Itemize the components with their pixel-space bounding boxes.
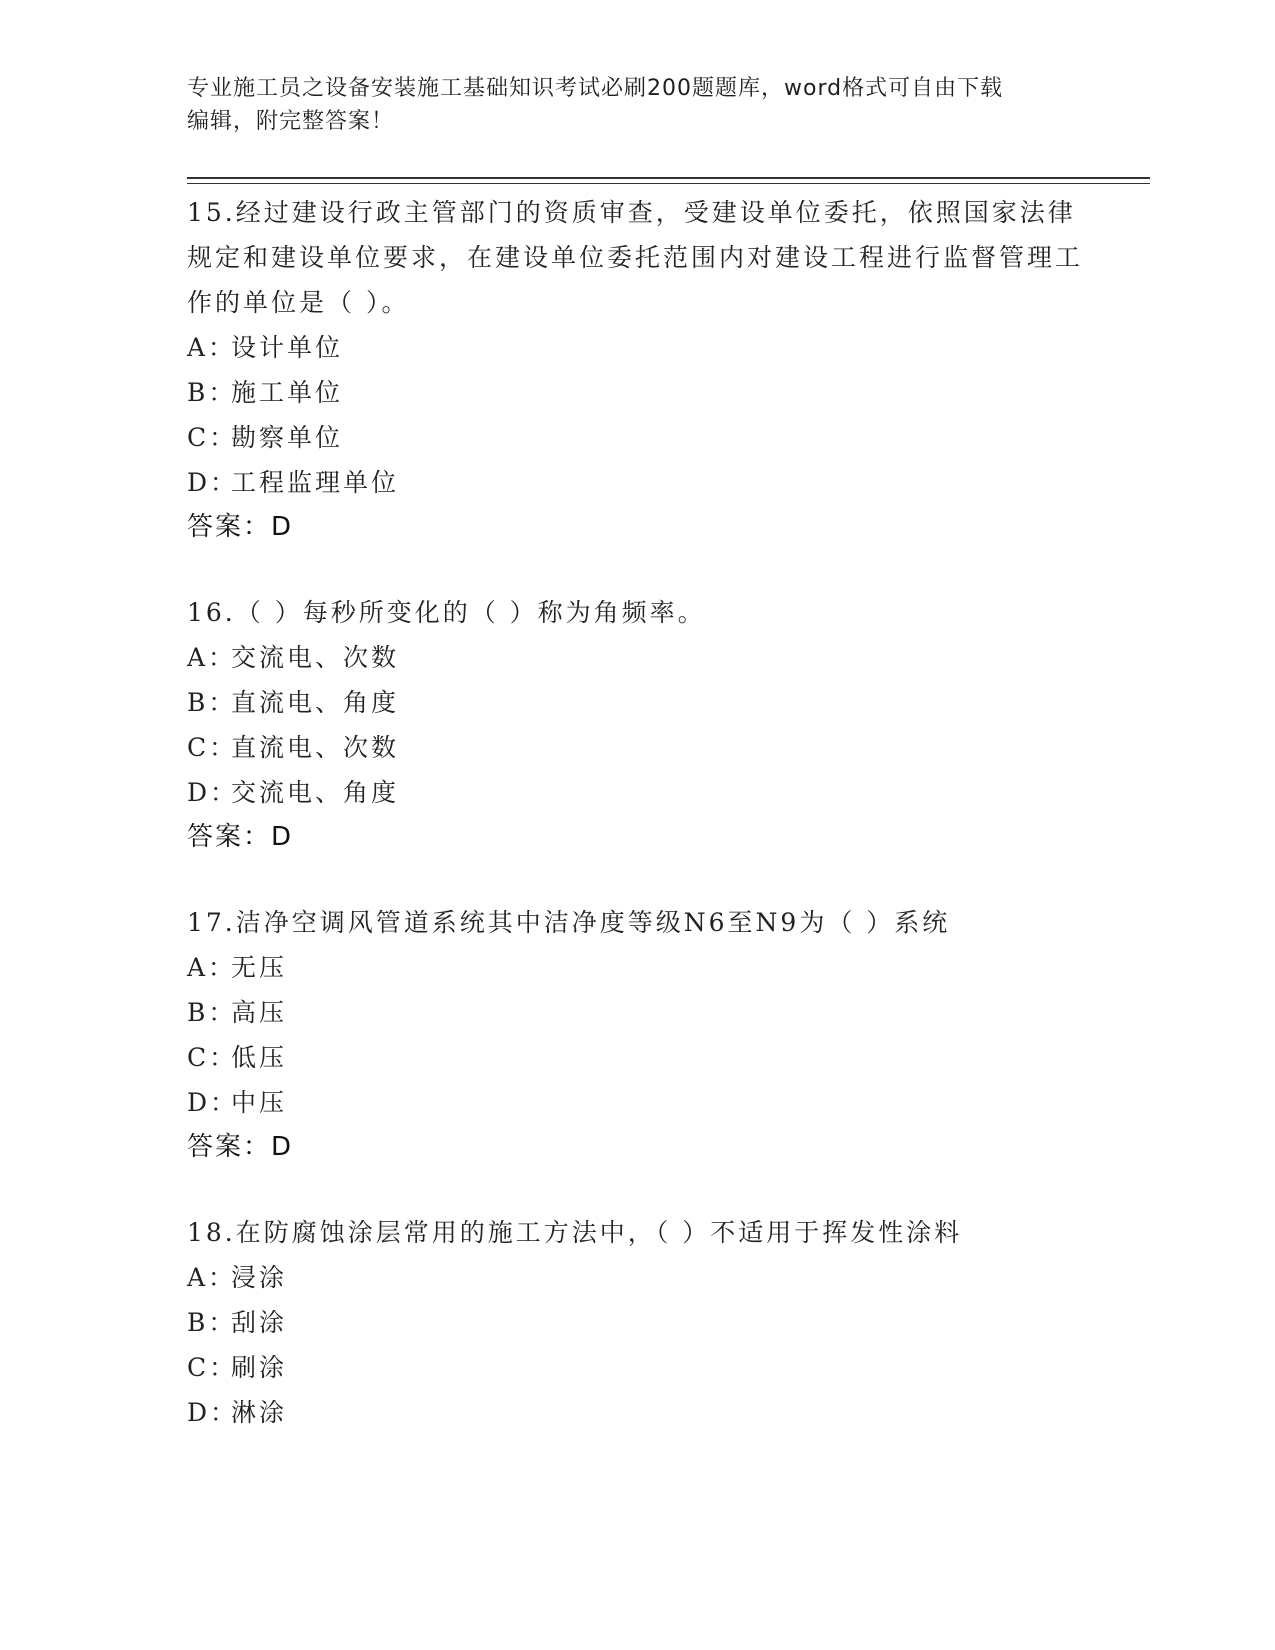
- option-b: [187, 370, 1087, 415]
- option-text: 浸涂: [231, 1263, 288, 1292]
- option-text: 刷涂: [231, 1353, 288, 1382]
- option-key: C：: [187, 1043, 238, 1072]
- question-stem: 15.经过建设行政主管部门的资质审查，受建设单位委托，依照国家法律规定和建设单位要求，在建设单位委托范围内对建设工程进行监督管理工作的单位是（ ）。: [187, 198, 1084, 317]
- option-key: D：: [187, 1398, 239, 1427]
- question-17: [187, 900, 1087, 1170]
- option-text: 低压: [231, 1043, 288, 1072]
- option-text: 工程监理单位: [231, 468, 400, 497]
- option-c: [187, 415, 1087, 460]
- option-key: D：: [187, 468, 239, 497]
- header-line-1: 专业施工员之设备安装施工基础知识考试必刷200题题库，word格式可自由下载: [187, 76, 1004, 101]
- option-a: [187, 325, 1087, 370]
- option-key: C：: [187, 423, 238, 452]
- question-18: [187, 1210, 1087, 1435]
- option-text: 交流电、角度: [231, 778, 400, 807]
- option-text: 施工单位: [231, 378, 344, 407]
- option-key: B：: [187, 998, 237, 1027]
- option-a: [187, 945, 1087, 990]
- option-text: 高压: [231, 998, 288, 1027]
- option-text: 勘察单位: [231, 423, 344, 452]
- option-key: A：: [187, 1263, 237, 1292]
- header-divider-thick: [187, 177, 1150, 179]
- option-d: [187, 1390, 1087, 1435]
- document-header: [187, 72, 1087, 138]
- option-a: [187, 635, 1087, 680]
- option-text: 交流电、次数: [231, 643, 400, 672]
- question-list: [187, 190, 1087, 1475]
- option-d: [187, 460, 1087, 505]
- option-key: D：: [187, 778, 239, 807]
- answer-label: 答案：D: [187, 1132, 294, 1162]
- question-stem: 18.在防腐蚀涂层常用的施工方法中，（ ）不适用于挥发性涂料: [187, 1218, 963, 1247]
- header-divider-thin: [187, 183, 1150, 184]
- question-15: [187, 190, 1087, 550]
- option-c: [187, 1345, 1087, 1390]
- option-text: 设计单位: [231, 333, 344, 362]
- option-key: B：: [187, 1308, 237, 1337]
- option-key: A：: [187, 953, 237, 982]
- option-b: [187, 1300, 1087, 1345]
- option-c: [187, 725, 1087, 770]
- option-key: A：: [187, 643, 237, 672]
- option-d: [187, 1080, 1087, 1125]
- option-text: 无压: [231, 953, 288, 982]
- option-key: A：: [187, 333, 237, 362]
- option-key: B：: [187, 688, 237, 717]
- option-text: 刮涂: [231, 1308, 288, 1337]
- option-text: 中压: [231, 1088, 288, 1117]
- question-stem: 17.洁净空调风管道系统其中洁净度等级N6至N9为（ ）系统: [187, 908, 951, 937]
- option-b: [187, 680, 1087, 725]
- option-key: C：: [187, 733, 238, 762]
- option-key: C：: [187, 1353, 238, 1382]
- option-b: [187, 990, 1087, 1035]
- option-d: [187, 770, 1087, 815]
- option-key: B：: [187, 378, 237, 407]
- option-a: [187, 1255, 1087, 1300]
- option-text: 淋涂: [231, 1398, 288, 1427]
- question-stem: 16.（ ）每秒所变化的（ ）称为角频率。: [187, 598, 706, 627]
- option-c: [187, 1035, 1087, 1080]
- header-line-2: 编辑，附完整答案！: [187, 109, 395, 134]
- option-text: 直流电、次数: [231, 733, 400, 762]
- answer-label: 答案：D: [187, 512, 294, 542]
- option-key: D：: [187, 1088, 239, 1117]
- question-16: [187, 590, 1087, 860]
- answer-label: 答案：D: [187, 822, 294, 852]
- option-text: 直流电、角度: [231, 688, 400, 717]
